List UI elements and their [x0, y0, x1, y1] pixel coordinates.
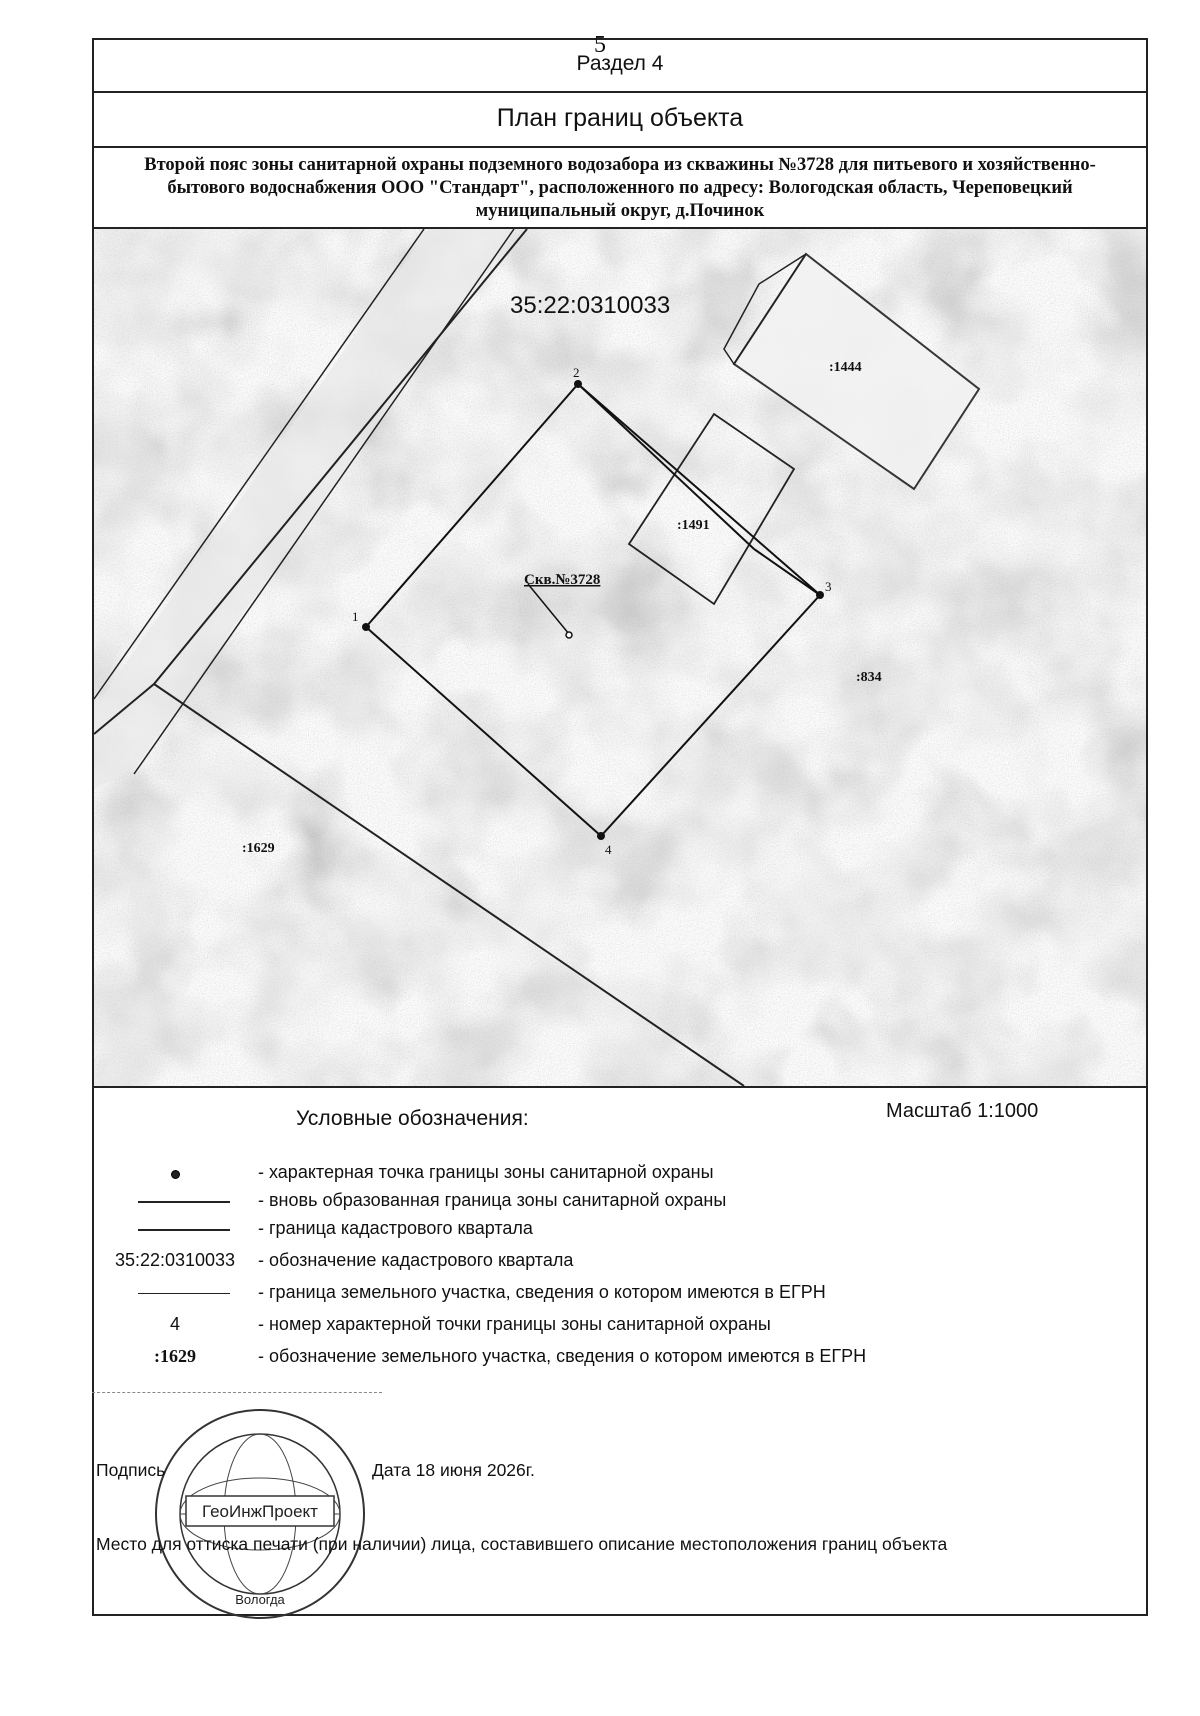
- zone-boundary-line-icon: [138, 1201, 230, 1203]
- legend-item: [0, 1346, 1200, 1372]
- map-svg: [94, 229, 1146, 1086]
- legend-title: Условные обозначения:: [296, 1107, 529, 1130]
- point-number: 2: [573, 365, 580, 380]
- point-number: 4: [605, 842, 612, 857]
- legend-item: [0, 1190, 1200, 1216]
- legend-text: - номер характерной точки границы зоны санитарной охраны: [258, 1314, 771, 1334]
- parcel-label: :1444: [829, 360, 862, 375]
- dot-icon: [92, 1162, 258, 1184]
- legend-item: [0, 1162, 1200, 1188]
- boundary-point-marker: [597, 832, 605, 840]
- document-date: Дата 18 июня 2026г.: [372, 1460, 535, 1480]
- boundary-point-marker: [816, 591, 824, 599]
- parcel-boundary-line-icon: [138, 1293, 230, 1294]
- parcel-label: :1629: [242, 841, 275, 856]
- aerial-map: [94, 227, 1146, 1088]
- legend-symbol: :1629: [154, 1346, 196, 1366]
- signature-label: Подпись: [96, 1460, 166, 1480]
- parcel-label: :1491: [677, 518, 710, 533]
- object-description: Второй пояс зоны санитарной охраны подземного водозабора из скважины №3728 для питьевого и хозяйственно-бытового водоснабжения ООО "Стандарт", расположенного по адресу: Вологодская область, Череповецкий муниципальный округ, д.Починок: [144, 155, 1096, 221]
- legend-item: [0, 1250, 1200, 1276]
- legend-item: [0, 1282, 1200, 1308]
- legend-text: - характерная точка границы зоны санитарной охраны: [258, 1162, 714, 1182]
- boundary-point-marker: [574, 380, 582, 388]
- page-number: 5: [594, 32, 606, 58]
- divider: [92, 91, 1148, 93]
- section-title: Раздел 4: [576, 52, 664, 75]
- quarter-boundary-line-icon: [138, 1229, 230, 1231]
- stamp-city: Вологда: [235, 1592, 285, 1607]
- company-stamp: [150, 1404, 370, 1624]
- parcel-label: :834: [856, 670, 882, 685]
- quarter-label: 35:22:0310033: [510, 292, 671, 319]
- stamp-place-label: Место для оттиска печати (при наличии) лица, составившего описание местоположения границ объекта: [96, 1534, 948, 1554]
- legend-item: [0, 1314, 1200, 1340]
- divider: [92, 1392, 382, 1393]
- legend-text: - вновь образованная граница зоны санитарной охраны: [258, 1190, 727, 1210]
- legend-symbol: 4: [169, 1314, 180, 1334]
- point-number: 3: [825, 579, 832, 594]
- point-number: 1: [352, 609, 359, 624]
- legend-text: - обозначение кадастрового квартала: [258, 1250, 574, 1270]
- legend-item: [0, 1218, 1200, 1244]
- well-label: Скв.№3728: [524, 572, 601, 588]
- legend-symbol: 35:22:0310033: [114, 1250, 236, 1270]
- legend-text: - обозначение земельного участка, сведения о котором имеются в ЕГРН: [258, 1346, 867, 1366]
- boundary-point-marker: [362, 623, 370, 631]
- legend-text: - граница кадастрового квартала: [258, 1218, 533, 1238]
- stamp-company-name: ГеоИнжПроект: [202, 1502, 318, 1521]
- plan-title: План границ объекта: [496, 104, 744, 132]
- legend-text: - граница земельного участка, сведения о котором имеются в ЕГРН: [258, 1282, 826, 1302]
- map-scale: Масштаб 1:1000: [886, 1100, 1039, 1122]
- divider: [92, 146, 1148, 148]
